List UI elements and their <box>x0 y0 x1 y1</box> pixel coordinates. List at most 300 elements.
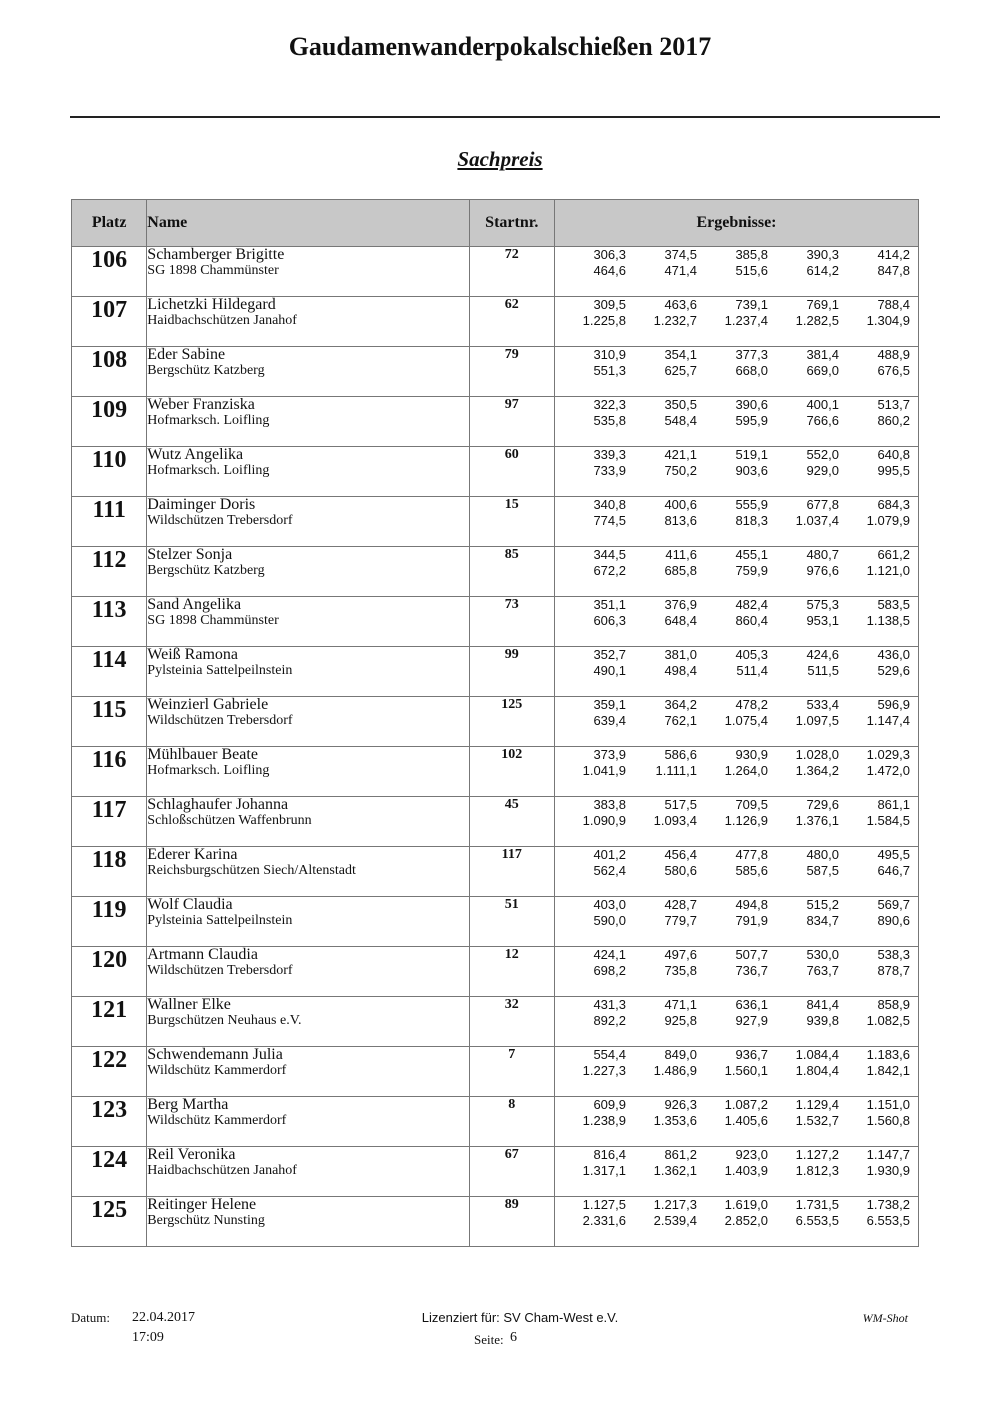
score-value: 762,1 <box>664 713 697 728</box>
section-title: Sachpreis <box>457 147 543 171</box>
score-value: 480,7 <box>806 547 839 562</box>
score-line <box>555 1113 918 1129</box>
name-cell <box>147 797 469 847</box>
score-value: 939,8 <box>806 1013 839 1028</box>
score-line <box>555 947 918 963</box>
shooter-name: Berg Martha <box>147 1096 229 1113</box>
name-cell <box>147 1097 469 1147</box>
score-value: 2.331,6 <box>582 1213 626 1228</box>
rank-cell: 106 <box>72 247 147 297</box>
results-cell <box>555 297 919 347</box>
score-value: 636,1 <box>735 997 768 1012</box>
results-cell <box>555 597 919 647</box>
score-value: 390,6 <box>735 397 768 412</box>
score-value: 927,9 <box>735 1013 768 1028</box>
score-value: 926,3 <box>664 1097 697 1112</box>
score-line <box>555 663 918 679</box>
score-line <box>555 997 918 1013</box>
club-name: Wildschützen Trebersdorf <box>147 513 293 528</box>
header-platz: Platz <box>72 200 147 247</box>
score-value: 436,0 <box>877 647 910 662</box>
score-line <box>555 697 918 713</box>
score-value: 373,9 <box>593 747 626 762</box>
shooter-name: Weber Franziska <box>147 396 255 413</box>
table-row <box>72 697 919 747</box>
start-number-cell: 72 <box>469 247 554 297</box>
score-line <box>555 1213 918 1229</box>
score-value: 488,9 <box>877 347 910 362</box>
score-value: 1.403,9 <box>724 1163 768 1178</box>
score-value: 1.147,4 <box>866 713 910 728</box>
score-line <box>555 813 918 829</box>
score-value: 497,6 <box>664 947 697 962</box>
score-value: 625,7 <box>664 363 697 378</box>
score-value: 585,6 <box>735 863 768 878</box>
shooter-name: Ederer Karina <box>147 846 238 863</box>
results-cell <box>555 347 919 397</box>
shooter-name: Wolf Claudia <box>147 896 233 913</box>
score-value: 424,6 <box>806 647 839 662</box>
score-value: 1.082,5 <box>866 1013 910 1028</box>
score-value: 428,7 <box>664 897 697 912</box>
score-value: 1.090,9 <box>582 813 626 828</box>
score-value: 551,3 <box>593 363 626 378</box>
score-value: 1.217,3 <box>653 1197 697 1212</box>
club-name: Haidbachschützen Janahof <box>147 313 297 328</box>
score-value: 548,4 <box>664 413 697 428</box>
rank-cell: 107 <box>72 297 147 347</box>
score-value: 841,4 <box>806 997 839 1012</box>
score-value: 350,5 <box>664 397 697 412</box>
score-line <box>555 863 918 879</box>
score-value: 685,8 <box>664 563 697 578</box>
score-value: 587,5 <box>806 863 839 878</box>
score-value: 310,9 <box>593 347 626 362</box>
score-value: 478,2 <box>735 697 768 712</box>
header-startnr: Startnr. <box>469 200 554 247</box>
score-value: 639,4 <box>593 713 626 728</box>
table-row <box>72 1047 919 1097</box>
score-value: 495,5 <box>877 847 910 862</box>
rank-cell: 111 <box>72 497 147 547</box>
score-value: 431,3 <box>593 997 626 1012</box>
score-value: 858,9 <box>877 997 910 1012</box>
start-number-cell: 45 <box>469 797 554 847</box>
start-number-cell: 79 <box>469 347 554 397</box>
score-value: 847,8 <box>877 263 910 278</box>
shooter-name: Stelzer Sonja <box>147 546 233 563</box>
score-value: 1.376,1 <box>795 813 839 828</box>
shooter-name: Weiß Ramona <box>147 646 238 663</box>
shooter-name: Reil Veronika <box>147 1146 236 1163</box>
start-number-cell: 7 <box>469 1047 554 1097</box>
start-number-cell: 8 <box>469 1097 554 1147</box>
score-value: 818,3 <box>735 513 768 528</box>
score-line <box>555 397 918 413</box>
results-cell <box>555 247 919 297</box>
score-value: 936,7 <box>735 1047 768 1062</box>
score-value: 421,1 <box>664 447 697 462</box>
page-label: Seite: <box>474 1332 504 1347</box>
score-value: 569,7 <box>877 897 910 912</box>
score-value: 669,0 <box>806 363 839 378</box>
score-value: 390,3 <box>806 247 839 262</box>
score-value: 554,4 <box>593 1047 626 1062</box>
name-cell <box>147 1197 469 1247</box>
score-value: 788,4 <box>877 297 910 312</box>
score-value: 322,3 <box>593 397 626 412</box>
score-value: 411,6 <box>665 547 697 562</box>
score-line <box>555 1097 918 1113</box>
score-value: 860,4 <box>735 613 768 628</box>
score-value: 490,1 <box>593 663 626 678</box>
table-row <box>72 1197 919 1247</box>
score-value: 1.619,0 <box>724 1197 768 1212</box>
score-value: 1.282,5 <box>795 313 839 328</box>
score-value: 614,2 <box>806 263 839 278</box>
score-value: 403,0 <box>593 897 626 912</box>
score-value: 6.553,5 <box>866 1213 910 1228</box>
score-value: 698,2 <box>593 963 626 978</box>
start-number-cell: 60 <box>469 447 554 497</box>
score-value: 1.842,1 <box>866 1063 910 1078</box>
club-name: SG 1898 Chammünster <box>147 263 279 278</box>
shooter-name: Schwendemann Julia <box>147 1046 283 1063</box>
score-line <box>555 613 918 629</box>
shooter-name: Artmann Claudia <box>147 946 258 963</box>
score-value: 456,4 <box>664 847 697 862</box>
score-value: 676,5 <box>877 363 910 378</box>
score-value: 661,2 <box>877 547 910 562</box>
results-cell <box>555 947 919 997</box>
table-row <box>72 847 919 897</box>
score-value: 555,9 <box>735 497 768 512</box>
score-value: 860,2 <box>877 413 910 428</box>
rank-cell: 113 <box>72 597 147 647</box>
table-row <box>72 547 919 597</box>
score-value: 1.237,4 <box>724 313 768 328</box>
print-time: 17:09 <box>132 1330 164 1345</box>
results-cell <box>555 747 919 797</box>
rank-cell: 114 <box>72 647 147 697</box>
table-row <box>72 797 919 847</box>
title-divider <box>70 116 940 118</box>
score-value: 735,8 <box>664 963 697 978</box>
score-value: 583,5 <box>877 597 910 612</box>
results-cell <box>555 697 919 747</box>
score-value: 1.264,0 <box>724 763 768 778</box>
score-value: 646,7 <box>877 863 910 878</box>
results-cell <box>555 797 919 847</box>
score-value: 352,7 <box>593 647 626 662</box>
score-value: 535,8 <box>593 413 626 428</box>
score-value: 892,2 <box>593 1013 626 1028</box>
score-value: 1.930,9 <box>866 1163 910 1178</box>
score-value: 1.804,4 <box>795 1063 839 1078</box>
score-line <box>555 1063 918 1079</box>
score-value: 813,6 <box>664 513 697 528</box>
score-value: 364,2 <box>664 697 697 712</box>
start-number-cell: 67 <box>469 1147 554 1197</box>
score-value: 1.084,4 <box>795 1047 839 1062</box>
results-cell <box>555 1097 919 1147</box>
score-value: 1.225,8 <box>582 313 626 328</box>
score-value: 769,1 <box>806 297 839 312</box>
score-value: 684,3 <box>877 497 910 512</box>
score-value: 580,6 <box>664 863 697 878</box>
name-cell <box>147 447 469 497</box>
score-value: 482,4 <box>735 597 768 612</box>
club-name: Wildschütz Kammerdorf <box>147 1113 287 1128</box>
start-number-cell: 99 <box>469 647 554 697</box>
name-cell <box>147 897 469 947</box>
club-name: Wildschützen Trebersdorf <box>147 963 293 978</box>
start-number-cell: 89 <box>469 1197 554 1247</box>
start-number-cell: 15 <box>469 497 554 547</box>
score-value: 1.151,0 <box>866 1097 910 1112</box>
table-row <box>72 397 919 447</box>
score-value: 538,3 <box>877 947 910 962</box>
score-value: 779,7 <box>664 913 697 928</box>
name-cell <box>147 847 469 897</box>
score-value: 1.364,2 <box>795 763 839 778</box>
name-cell <box>147 947 469 997</box>
start-number-cell: 102 <box>469 747 554 797</box>
score-value: 1.127,5 <box>582 1197 626 1212</box>
shooter-name: Weinzierl Gabriele <box>147 696 269 713</box>
score-value: 1.812,3 <box>795 1163 839 1178</box>
club-name: Reichsburgschützen Siech/Altenstadt <box>147 863 356 878</box>
results-table <box>71 199 919 1247</box>
score-line <box>555 463 918 479</box>
club-name: Hofmarksch. Loifling <box>147 763 270 778</box>
table-row <box>72 747 919 797</box>
rank-cell: 117 <box>72 797 147 847</box>
score-line <box>555 313 918 329</box>
shooter-name: Eder Sabine <box>147 346 226 363</box>
score-value: 1.183,6 <box>866 1047 910 1062</box>
table-body <box>72 247 919 1247</box>
shooter-name: Wallner Elke <box>147 996 231 1013</box>
rank-cell: 109 <box>72 397 147 447</box>
score-value: 1.029,3 <box>866 747 910 762</box>
score-value: 511,5 <box>807 663 839 678</box>
score-line <box>555 1047 918 1063</box>
score-value: 359,1 <box>593 697 626 712</box>
name-cell <box>147 597 469 647</box>
score-value: 309,5 <box>593 297 626 312</box>
shooter-name: Reitinger Helene <box>147 1196 257 1213</box>
rank-cell: 108 <box>72 347 147 397</box>
score-line <box>555 897 918 913</box>
results-cell <box>555 547 919 597</box>
rank-cell: 115 <box>72 697 147 747</box>
score-value: 519,1 <box>735 447 768 462</box>
score-value: 750,2 <box>664 463 697 478</box>
score-value: 1.127,2 <box>795 1147 839 1162</box>
score-value: 414,2 <box>877 247 910 262</box>
name-cell <box>147 1147 469 1197</box>
table-header <box>72 200 919 247</box>
score-value: 517,5 <box>664 797 697 812</box>
score-value: 1.584,5 <box>866 813 910 828</box>
print-date: 22.04.2017 <box>132 1310 195 1325</box>
score-value: 464,6 <box>593 263 626 278</box>
shooter-name: Daiminger Doris <box>147 496 256 513</box>
score-value: 385,8 <box>735 247 768 262</box>
score-value: 383,8 <box>593 797 626 812</box>
score-value: 1.138,5 <box>866 613 910 628</box>
score-line <box>555 963 918 979</box>
start-number-cell: 51 <box>469 897 554 947</box>
score-value: 739,1 <box>735 297 768 312</box>
score-value: 575,3 <box>806 597 839 612</box>
score-value: 1.362,1 <box>653 1163 697 1178</box>
score-line <box>555 797 918 813</box>
score-value: 816,4 <box>593 1147 626 1162</box>
score-value: 552,0 <box>806 447 839 462</box>
name-cell <box>147 747 469 797</box>
rank-cell: 112 <box>72 547 147 597</box>
score-line <box>555 713 918 729</box>
start-number-cell: 62 <box>469 297 554 347</box>
score-value: 1.232,7 <box>653 313 697 328</box>
rank-cell: 123 <box>72 1097 147 1147</box>
score-value: 374,5 <box>664 247 697 262</box>
score-value: 1.738,2 <box>866 1197 910 1212</box>
score-line <box>555 1197 918 1213</box>
score-value: 648,4 <box>664 613 697 628</box>
score-value: 1.028,0 <box>795 747 839 762</box>
start-number-cell: 125 <box>469 697 554 747</box>
score-line <box>555 513 918 529</box>
score-line <box>555 597 918 613</box>
score-value: 1.317,1 <box>582 1163 626 1178</box>
rank-cell: 121 <box>72 997 147 1047</box>
score-line <box>555 363 918 379</box>
score-value: 1.041,9 <box>582 763 626 778</box>
score-value: 463,6 <box>664 297 697 312</box>
score-value: 586,6 <box>664 747 697 762</box>
score-value: 903,6 <box>735 463 768 478</box>
score-value: 377,3 <box>735 347 768 362</box>
score-line <box>555 263 918 279</box>
shooter-name: Schlaghaufer Johanna <box>147 796 289 813</box>
results-cell <box>555 647 919 697</box>
table-row <box>72 597 919 647</box>
score-value: 2.539,4 <box>653 1213 697 1228</box>
score-value: 1.126,9 <box>724 813 768 828</box>
club-name: Schloßschützen Waffenbrunn <box>147 813 312 828</box>
score-value: 1.405,6 <box>724 1113 768 1128</box>
score-value: 424,1 <box>593 947 626 962</box>
table-row <box>72 497 919 547</box>
rank-cell: 110 <box>72 447 147 497</box>
shooter-name: Wutz Angelika <box>147 446 244 463</box>
start-number-cell: 12 <box>469 947 554 997</box>
score-value: 533,4 <box>806 697 839 712</box>
score-value: 668,0 <box>735 363 768 378</box>
score-value: 6.553,5 <box>795 1213 839 1228</box>
score-line <box>555 1147 918 1163</box>
score-value: 1.353,6 <box>653 1113 697 1128</box>
score-value: 1.472,0 <box>866 763 910 778</box>
score-value: 709,5 <box>735 797 768 812</box>
score-value: 861,1 <box>877 797 910 812</box>
score-value: 733,9 <box>593 463 626 478</box>
score-value: 530,0 <box>806 947 839 962</box>
club-name: Pylsteinia Sattelpeilnstein <box>147 913 293 928</box>
score-value: 562,4 <box>593 863 626 878</box>
score-value: 1.304,9 <box>866 313 910 328</box>
score-value: 1.227,3 <box>582 1063 626 1078</box>
rank-cell: 122 <box>72 1047 147 1097</box>
score-value: 513,7 <box>877 397 910 412</box>
score-line <box>555 247 918 263</box>
score-value: 766,6 <box>806 413 839 428</box>
results-cell <box>555 447 919 497</box>
score-value: 494,8 <box>735 897 768 912</box>
name-cell <box>147 697 469 747</box>
score-value: 1.731,5 <box>795 1197 839 1212</box>
score-value: 351,1 <box>593 597 626 612</box>
score-value: 1.147,7 <box>866 1147 910 1162</box>
score-value: 1.129,4 <box>795 1097 839 1112</box>
score-line <box>555 1163 918 1179</box>
start-number-cell: 73 <box>469 597 554 647</box>
score-value: 759,9 <box>735 563 768 578</box>
table-row <box>72 247 919 297</box>
score-value: 381,0 <box>664 647 697 662</box>
shooter-name: Lichetzki Hildegard <box>147 296 276 313</box>
score-line <box>555 563 918 579</box>
score-value: 677,8 <box>806 497 839 512</box>
table-row <box>72 997 919 1047</box>
table-row <box>72 1147 919 1197</box>
score-value: 511,4 <box>736 663 768 678</box>
score-line <box>555 413 918 429</box>
score-line <box>555 297 918 313</box>
score-value: 515,2 <box>806 897 839 912</box>
score-value: 995,5 <box>877 463 910 478</box>
club-name: Bergschütz Nunsting <box>147 1213 265 1228</box>
table-row <box>72 947 919 997</box>
start-number-cell: 117 <box>469 847 554 897</box>
score-value: 507,7 <box>735 947 768 962</box>
score-value: 455,1 <box>735 547 768 562</box>
score-value: 729,6 <box>806 797 839 812</box>
shooter-name: Mühlbauer Beate <box>147 746 258 763</box>
start-number-cell: 97 <box>469 397 554 447</box>
score-value: 339,3 <box>593 447 626 462</box>
club-name: Bergschütz Katzberg <box>147 363 265 378</box>
score-value: 925,8 <box>664 1013 697 1028</box>
score-value: 515,6 <box>735 263 768 278</box>
club-name: SG 1898 Chammünster <box>147 613 279 628</box>
name-cell <box>147 297 469 347</box>
date-label: Datum: <box>71 1310 110 1325</box>
name-cell <box>147 247 469 297</box>
score-value: 340,8 <box>593 497 626 512</box>
page-number: 6 <box>510 1330 517 1345</box>
score-value: 344,5 <box>593 547 626 562</box>
score-value: 923,0 <box>735 1147 768 1162</box>
score-value: 529,6 <box>877 663 910 678</box>
name-cell <box>147 497 469 547</box>
name-cell <box>147 1047 469 1097</box>
score-value: 890,6 <box>877 913 910 928</box>
rank-cell: 125 <box>72 1197 147 1247</box>
